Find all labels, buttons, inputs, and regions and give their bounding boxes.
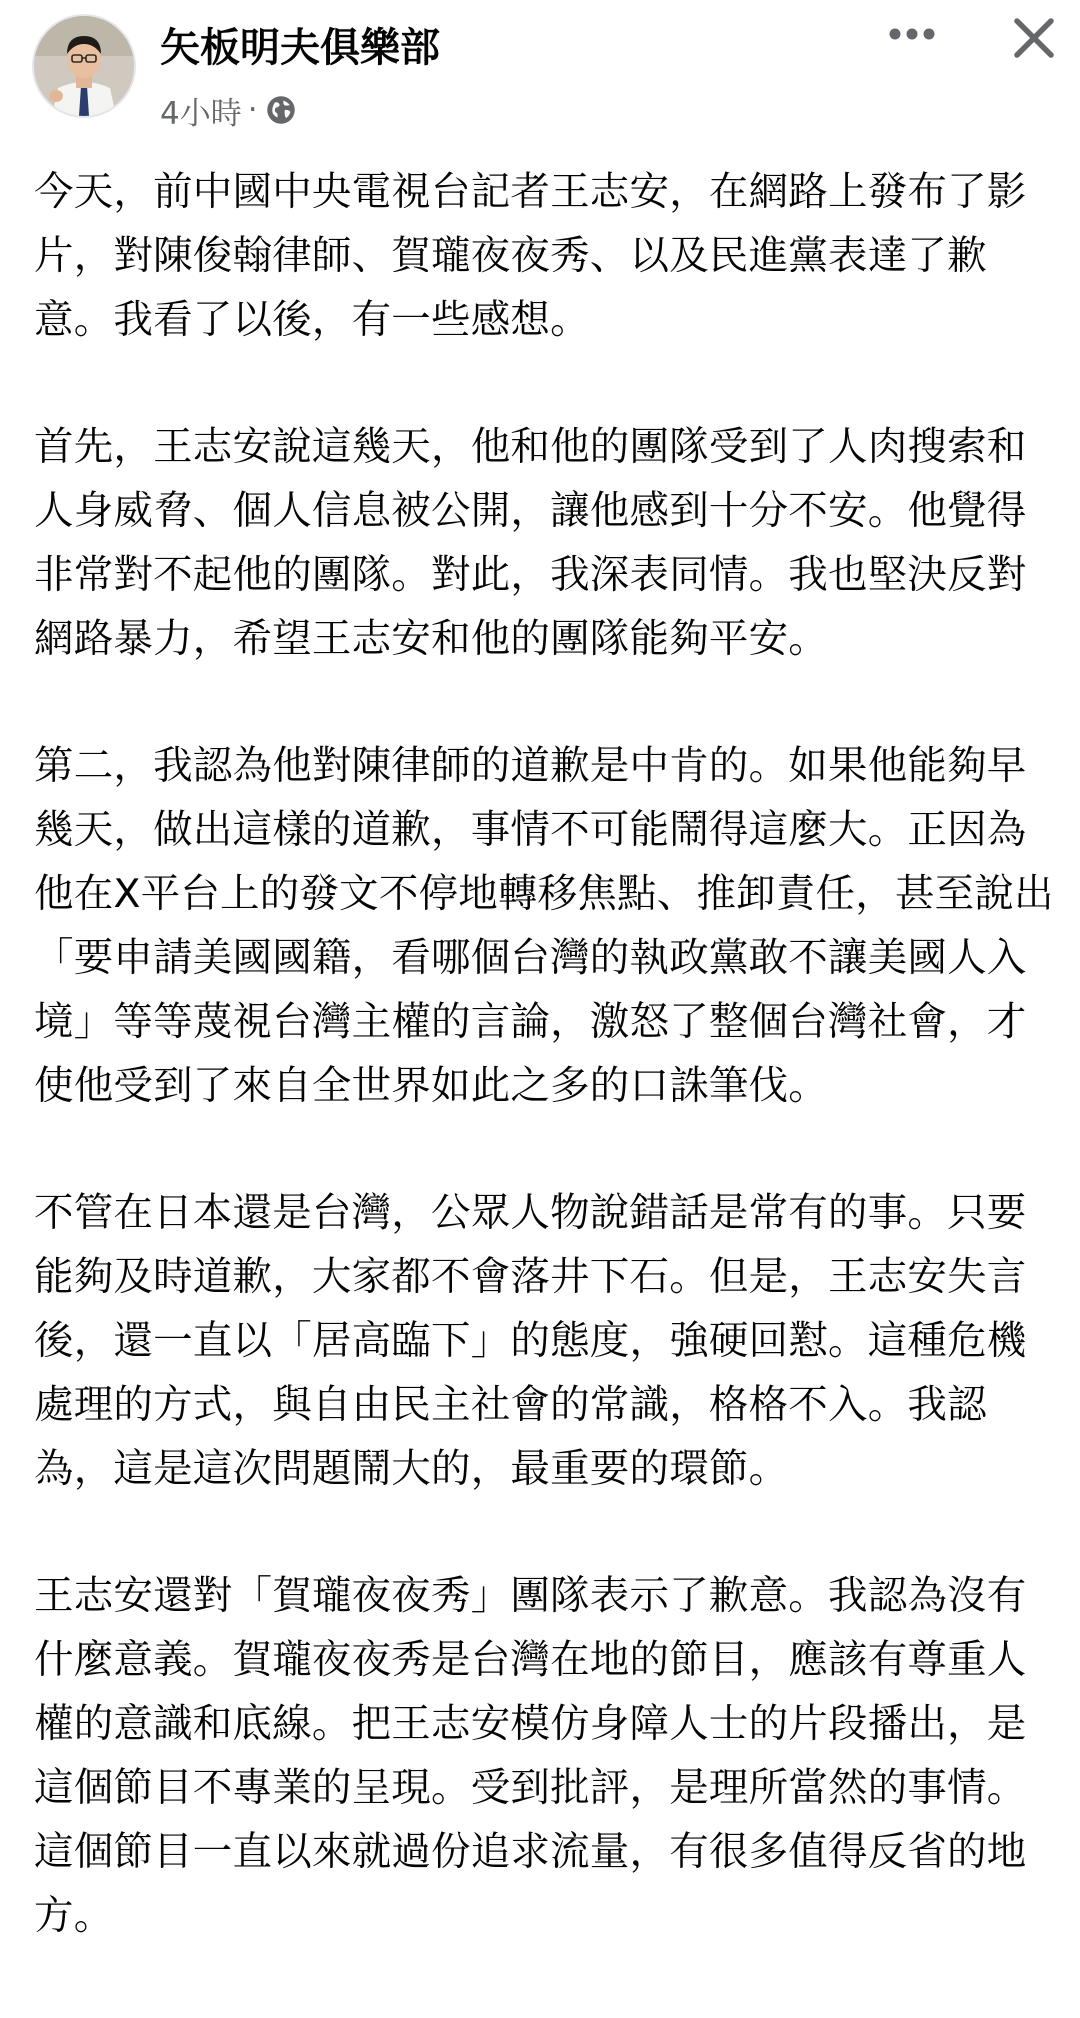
globe-icon — [266, 95, 296, 125]
close-icon — [1013, 17, 1055, 59]
close-button[interactable] — [1004, 8, 1064, 68]
post-timestamp[interactable]: 4小時 — [160, 95, 242, 132]
post-paragraph: 今天，前中國中央電視台記者王志安，在網路上發布了影片，對陳俊翰律師、賀瓏夜夜秀、以及民進黨表達了歉意。我看了以後，有一些感想。 — [34, 169, 1027, 343]
post-meta — [160, 88, 296, 132]
post-header — [0, 0, 1080, 150]
more-options-button[interactable] — [880, 14, 944, 54]
post-paragraph: 王志安還對「賀瓏夜夜秀」團隊表示了歉意。我認為沒有什麼意義。賀瓏夜夜秀是台灣在地的節目，應該有尊重人權的意識和底線。把王志安模仿身障人士的片段播出，是這個節目不專業的呈現。受到批評，是理所當然的事情。這個節目一直以來就過份追求流量，有很多值得反省的地方。 — [34, 1573, 1027, 1939]
avatar[interactable] — [32, 14, 136, 118]
more-horizontal-icon — [888, 27, 936, 41]
post-paragraph: 首先，王志安說這幾天，他和他的團隊受到了人肉搜索和人身威脅、個人信息被公開，讓他感到十分不安。他覺得非常對不起他的團隊。對此，我深表同情。我也堅決反對網路暴力，希望王志安和他的團隊能夠平安。 — [34, 424, 1027, 662]
meta-separator: · — [247, 92, 258, 128]
post-body — [34, 160, 1064, 2011]
avatar-image — [34, 16, 134, 116]
post-paragraph: 第二，我認為他對陳律師的道歉是中肯的。如果他能夠早幾天，做出這樣的道歉，事情不可能鬧得這麼大。正因為他在X平台上的發文不停地轉移焦點、推卸責任，甚至說出「要申請美國國籍，看哪個台灣的執政黨敢不讓美國人入境」等等蔑視台灣主權的言論，激怒了整個台灣社會，才使他受到了來自全世界如此之多的口誅筆伐。 — [34, 743, 1054, 1109]
post-paragraph: 不管在日本還是台灣，公眾人物說錯話是常有的事。只要能夠及時道歉，大家都不會落井下石。但是，王志安失言後，還一直以「居高臨下」的態度，強硬回懟。這種危機處理的方式，與自由民主社會的常識，格格不入。我認為，這是這次問題鬧大的，最重要的環節。 — [34, 1190, 1027, 1492]
page-name[interactable]: 矢板明夫俱樂部 — [160, 25, 440, 71]
